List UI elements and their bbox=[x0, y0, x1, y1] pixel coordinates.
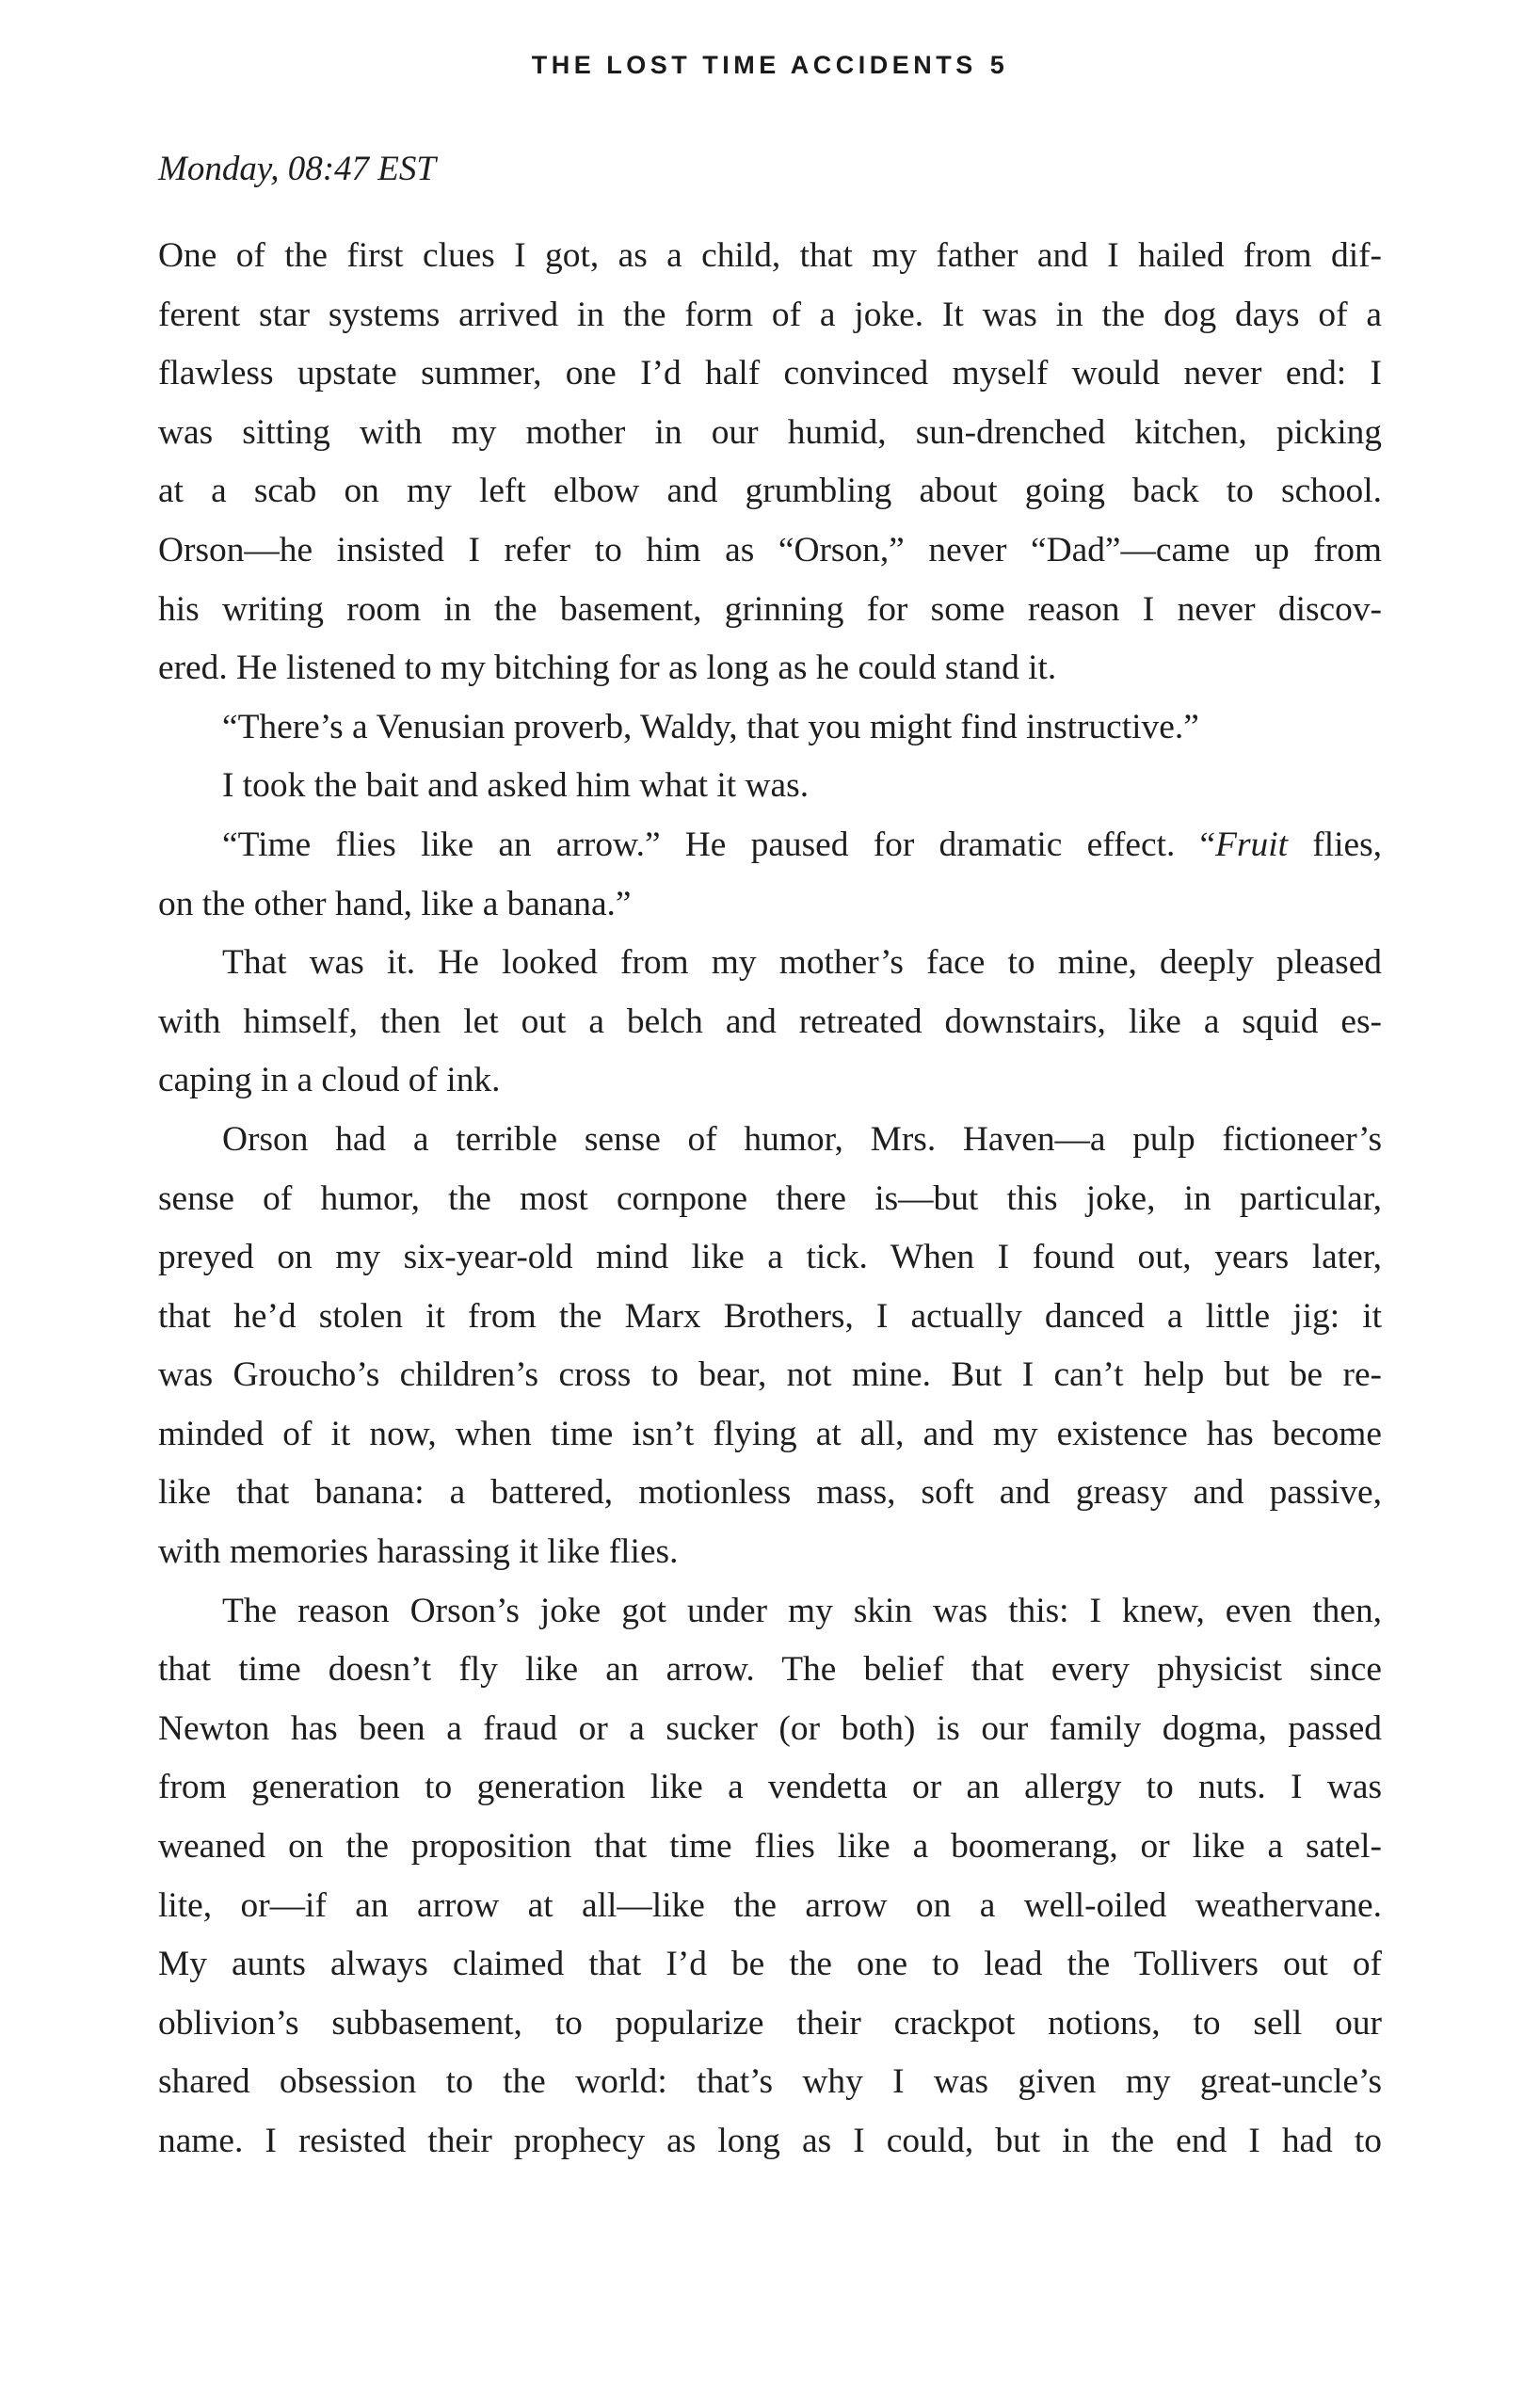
text-run: flies, bbox=[1288, 825, 1382, 864]
text-line: with memories harassing it like flies. bbox=[158, 1532, 679, 1572]
text-line: weaned on the proposition that time flies like a boomerang, or like a satel- bbox=[158, 1827, 1382, 1867]
text-line: caping in a cloud of ink. bbox=[158, 1061, 501, 1100]
text-line: was sitting with my mother in our humid, sun-drenched kitchen, picking bbox=[158, 412, 1382, 452]
text-line: from generation to generation like a vendetta or an allergy to nuts. I was bbox=[158, 1768, 1382, 1807]
text-line: shared obsession to the world: that’s why I was given my great-uncle’s bbox=[158, 2062, 1382, 2102]
italic-word: Fruit bbox=[1215, 825, 1289, 864]
running-head bbox=[158, 51, 1382, 80]
book-title: THE LOST TIME ACCIDENTS bbox=[531, 51, 977, 79]
text-line: that time doesn’t fly like an arrow. The belief that every physicist since bbox=[158, 1650, 1382, 1690]
text-line: Orson—he insisted I refer to him as “Orson,” never “Dad”—came up from bbox=[158, 530, 1382, 569]
text-line bbox=[158, 816, 1382, 875]
text-line: The reason Orson’s joke got under my skin was this: I knew, even then, bbox=[222, 1591, 1382, 1630]
text-line: with himself, then let out a belch and retreated downstairs, like a squid es- bbox=[158, 1002, 1382, 1041]
text-line: at a scab on my left elbow and grumbling about going back to school. bbox=[158, 472, 1382, 511]
text-line: ferent star systems arrived in the form of a joke. It was in the dog days of a bbox=[158, 295, 1382, 334]
text-line: One of the first clues I got, as a child, that my father and I hailed from dif- bbox=[158, 236, 1382, 275]
text-line: I took the bait and asked him what it was. bbox=[222, 766, 810, 806]
text-line: was Groucho’s children’s cross to bear, not mine. But I can’t help but be re- bbox=[158, 1355, 1382, 1395]
text-line: lite, or—if an arrow at all—like the arrow on a well-oiled weathervane. bbox=[158, 1885, 1382, 1925]
text-line: That was it. He looked from my mother’s face to mine, deeply pleased bbox=[222, 943, 1382, 983]
body-text bbox=[158, 227, 1382, 2172]
text-line: “There’s a Venusian proverb, Waldy, that you might find instructive.” bbox=[222, 707, 1199, 746]
text-line: flawless upstate summer, one I’d half convinced myself would never end: I bbox=[158, 354, 1382, 393]
text-line: preyed on my six-year-old mind like a tick. When I found out, years later, bbox=[158, 1238, 1382, 1277]
text-run: “Time flies like an arrow.” He paused for dramatic effect. “ bbox=[222, 825, 1216, 864]
text-line: minded of it now, when time isn’t flying at all, and my existence has become bbox=[158, 1414, 1382, 1453]
text-line: Newton has been a fraud or a sucker (or both) is our family dogma, passed bbox=[158, 1708, 1382, 1748]
page-number: 5 bbox=[989, 51, 1009, 79]
text-line: My aunts always claimed that I’d be the one to lead the Tollivers out of bbox=[158, 1945, 1382, 1984]
text-line: name. I resisted their prophecy as long as I could, but in the end I had to bbox=[158, 2122, 1382, 2160]
text-line: oblivion’s subbasement, to popularize their crackpot notions, to sell our bbox=[158, 2003, 1382, 2043]
dateline: Monday, 08:47 EST bbox=[158, 150, 436, 188]
text-line: like that banana: a battered, motionless mass, soft and greasy and passive, bbox=[158, 1473, 1382, 1513]
text-line: on the other hand, like a banana.” bbox=[158, 884, 632, 923]
text-line: sense of humor, the most cornpone there is—but this joke, in particular, bbox=[158, 1178, 1382, 1218]
text-line: that he’d stolen it from the Marx Brothers, I actually danced a little jig: it bbox=[158, 1296, 1382, 1336]
text-line: Orson had a terrible sense of humor, Mrs. Haven—a pulp fictioneer’s bbox=[222, 1119, 1382, 1159]
text-line: ered. He listened to my bitching for as long as he could stand it. bbox=[158, 649, 1057, 688]
text-line: his writing room in the basement, grinning for some reason I never discov- bbox=[158, 589, 1382, 629]
